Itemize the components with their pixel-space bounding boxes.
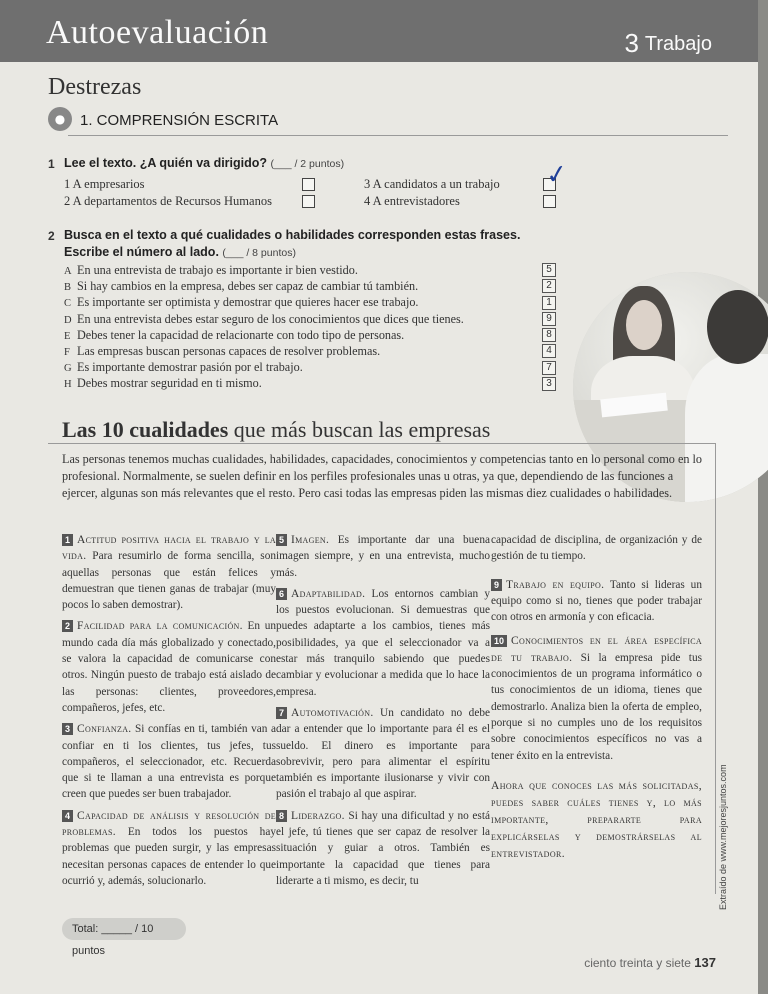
article-closing: Ahora que conoces las más solicitadas, puedes saber cuáles tienes y, lo más importante, prepararte para explicárselas y demostrárselas al entrevistador. [491, 779, 702, 860]
q2-text [64, 227, 520, 262]
list-item: D En una entrevista debes estar seguro de los conocimientos que dices que tienes. [64, 311, 464, 326]
answer-field[interactable]: 8 [542, 328, 556, 342]
unit-name: Trabajo [644, 33, 712, 55]
answer-field[interactable]: 7 [542, 361, 556, 375]
page-title: Autoevaluación [46, 14, 269, 51]
section-divider [68, 135, 728, 136]
list-item: F Las empresas buscan personas capaces de resolver problemas. [64, 343, 381, 358]
article-border [715, 443, 716, 894]
q1-option-2: 2 A departamentos de Recursos Humanos [64, 194, 272, 208]
list-item: A En una entrevista de trabajo es importante ir bien vestido. [64, 263, 358, 277]
total-score: Total: _____ / 10 puntos [62, 918, 186, 940]
list-item: H Debes mostrar seguridad en ti mismo. [64, 376, 262, 391]
article-column-2 [276, 532, 490, 894]
subheading: Destrezas [48, 74, 142, 100]
article-column-1 [62, 532, 276, 894]
q2-answer-boxes [542, 263, 556, 393]
list-item: B Si hay cambios en la empresa, debes ser capaz de cambiar tú también. [64, 279, 419, 294]
answer-field[interactable]: 2 [542, 279, 556, 293]
source-note: Extraído de www.mejoresjuntos.com [718, 764, 728, 910]
list-item: 6 Adaptabilidad. Los entornos cambian y los puestos evolucionan. Si demuestras que puedes adaptarte a los cambios, tienes más posibilidades, ya que el seleccionador va a estar más tranquilo sabiendo que puedes cambiar y evolucionar a medida que lo hace la empresa. [276, 587, 490, 698]
q1-option-4: 4 A entrevistadores [364, 194, 460, 208]
q1-option-3: 3 A candidatos a un trabajo [364, 177, 500, 191]
list-item: 10 Conocimientos en el área específica de tu trabajo. Si la empresa pide tus conocimientos de un programa informático o tus conocimientos de un idioma, tienes que demostrarlo. Analiza bien la oferta de empleo, porque si no cumples uno de los requisitos sobre conocimientos específicos no vas a tener éxito en la entrevista. [491, 635, 702, 762]
list-item: 5 Imagen. Es importante dar una buena imagen siempre, y en una entrevista, mucho más. [276, 534, 490, 579]
article-intro: Las personas tenemos muchas cualidades, habilidades, capacidades, conocimientos y competencias tanto en lo personal como en lo profesional. Normalmente, se suelen definir en los perfiles profesionales unas u otras, ya que, dependiendo de las funciones a ejercer, algunas son más relevantes que el resto. Pero casi todas las empresas piden las mismas diez cualidades o habilidades. [62, 452, 702, 500]
unit-number: 3 [624, 28, 639, 58]
list-item: 7 Automotivación. Un candidato no debe dar a entender que lo importante para él es el sueldo. El dinero es importante para sobrevivir, pero para alimentar el espíritu también es importante ilusionarse y vivir con pasión el trabajo al que aspirar. [276, 706, 490, 801]
list-item: 8 Liderazgo. Si hay una dificultad y no está el jefe, tú tienes que ser capaz de resolver la situación y guiar a otros. También es importante la capacidad que tienes para liderarte a ti mismo, es decir, tu [276, 809, 490, 887]
q1-number: 1 [48, 157, 55, 171]
q2-phrase-list [64, 263, 534, 393]
page-number-words: ciento treinta y siete [584, 956, 691, 970]
q2-instruction-line2 [64, 244, 520, 262]
list-item: 1 Actitud positiva hacia el trabajo y la vida. Para resumirlo de forma sencilla, son aquellas personas que están felices y demuestran que tienen ganas de trabajar (muy pocos lo saben demostrar). [62, 534, 276, 612]
answer-field[interactable]: 5 [542, 263, 556, 277]
column-lead: capacidad de disciplina, de organización y de gestión de tu tiempo. [491, 534, 702, 563]
list-item: 2 Facilidad para la comunicación. En un mundo cada día más globalizado y conectado, se valora la capacidad de comunicarse con otros. Ningún puesto de trabajo está aislado de las personas: clientes, proveedores, compañeros, jefes, etc. [62, 620, 276, 714]
list-item: 4 Capacidad de análisis y resolución de problemas. En todos los puestos hay problemas que pueden surgir, y las empresas necesitan personas capaces de entender lo que ocurrió y, además, solucionarlo. [62, 809, 276, 887]
q1-checkbox-1[interactable] [302, 178, 315, 191]
q2-instruction-1: Busca en el texto a qué cualidades o habilidades corresponden estas frases. [64, 228, 521, 242]
q1-text [64, 155, 344, 173]
q1-checkbox-2[interactable] [302, 195, 315, 208]
page-footer [584, 955, 716, 970]
checkmark-icon: ✓ [544, 158, 570, 192]
list-item: C Es importante ser optimista y demostrar que quieres hacer ese trabajo. [64, 295, 419, 310]
list-item: 9 Trabajo en equipo. Tanto si lideras un equipo como si no, tienes que poder trabajar con otros en armonía y con eficacia. [491, 578, 702, 624]
lock-icon: ● [48, 107, 72, 131]
article-title: Las 10 cualidades que más buscan las empresas [62, 417, 491, 442]
q2-points: (___ / 8 puntos) [222, 247, 296, 259]
answer-field[interactable]: 3 [542, 377, 556, 391]
list-item: E Debes tener la capacidad de relacionarte con todo tipo de personas. [64, 327, 405, 342]
answer-field[interactable]: 4 [542, 344, 556, 358]
unit-label [624, 26, 712, 57]
article-divider [48, 443, 716, 444]
answer-field[interactable]: 1 [542, 296, 556, 310]
section-label: 1. COMPRENSIÓN ESCRITA [80, 112, 279, 129]
q1-points: (___ / 2 puntos) [270, 158, 345, 170]
q2-number: 2 [48, 229, 55, 243]
q2-instruction-2: Escribe el número al lado. [64, 245, 219, 259]
q1-question: Lee el texto. ¿A quién va dirigido? [64, 156, 268, 170]
q1-option-1: 1 A empresarios [64, 177, 145, 191]
q1-checkbox-4[interactable] [543, 195, 556, 208]
page-number: 137 [694, 955, 716, 970]
list-item: G Es importante demostrar pasión por el trabajo. [64, 360, 303, 375]
article-column-3 [491, 532, 702, 863]
answer-field[interactable]: 9 [542, 312, 556, 326]
list-item: 3 Confianza. Si confías en ti, también van a confiar en ti los clientes, tus jefes, tus compañeros, el seleccionador, etc. Recuerda que si te llaman a una entrevista es porque creen que puedes ser buen trabajador. [62, 723, 276, 801]
page-header [0, 0, 768, 62]
section-bar [38, 106, 728, 136]
